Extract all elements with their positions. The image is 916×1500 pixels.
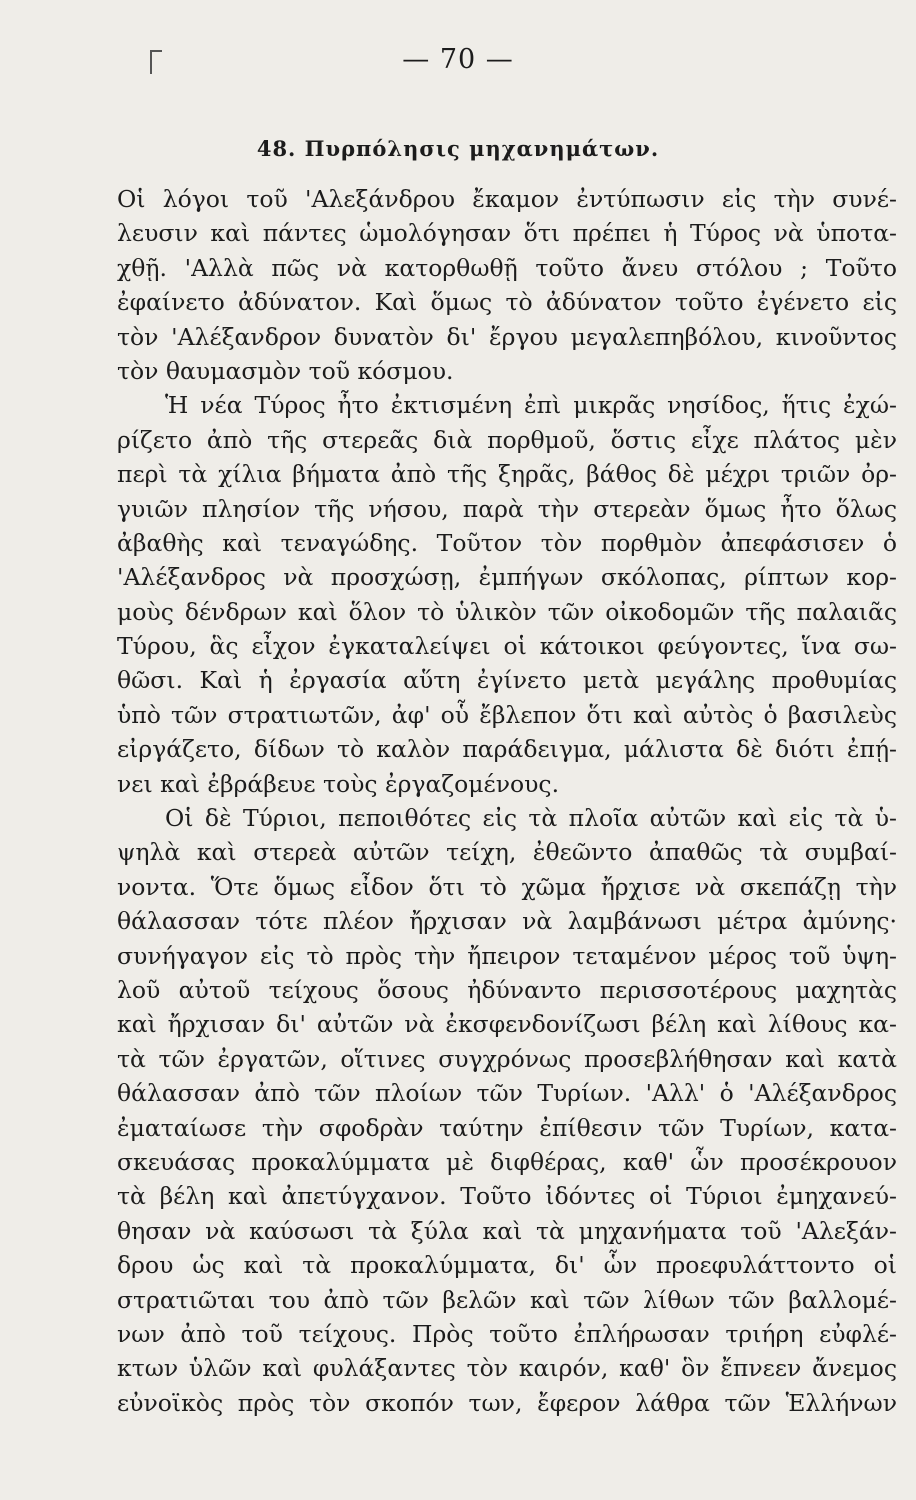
text-line: λευσιν καὶ πάντες ὡμολόγησαν ὅτι πρέπει ἡ Τύρος νὰ ὑποτα- — [117, 219, 897, 248]
text-line: Τύρου, ἃς εἶχον ἐγκαταλείψει οἱ κάτοικοι φεύγοντες, ἵνα σω- — [117, 632, 897, 661]
text-line: θησαν νὰ καύσωσι τὰ ξύλα καὶ τὰ μηχανήματα τοῦ 'Αλεξάν- — [117, 1216, 897, 1245]
text-line: γυιῶν πλησίον τῆς νήσου, παρὰ τὴν στερεὰν ὅμως ἦτο ὅλως — [117, 494, 897, 523]
text-line: συνήγαγον εἰς τὸ πρὸς τὴν ἤπειρον τεταμένον μέρος τοῦ ὑψη- — [117, 941, 897, 970]
text-line: εἰργάζετο, δίδων τὸ καλὸν παράδειγμα, μάλιστα δὲ διότι ἐπῄ- — [117, 735, 897, 764]
text-line: τὰ τῶν ἐργατῶν, οἵτινες συγχρόνως προσεβλήθησαν καὶ κατὰ — [117, 1044, 897, 1073]
text-line: ἐφαίνετο ἀδύνατον. Καὶ ὅμως τὸ ἀδύνατον τοῦτο ἐγένετο εἰς — [117, 288, 897, 317]
text-line: ἀβαθὴς καὶ τεναγώδης. Τοῦτον τὸν πορθμὸν ἀπεφάσισεν ὁ — [117, 528, 897, 557]
text-line: Οἱ δὲ Τύριοι, πεποιθότες εἰς τὰ πλοῖα αὐτῶν καὶ εἰς τὰ ὑ- — [165, 804, 897, 833]
page-number: — 70 — — [402, 44, 514, 75]
text-line: σκευάσας προκαλύμματα μὲ διφθέρας, καθ' ὧν προσέκρουον — [117, 1147, 897, 1176]
text-line: δρου ὡς καὶ τὰ προκαλύμματα, δι' ὧν προεφυλάττοντο οἱ — [117, 1251, 897, 1280]
text-line: ὑπὸ τῶν στρατιωτῶν, ἀφ' οὗ ἔβλεπον ὅτι καὶ αὐτὸς ὁ βασιλεὺς — [117, 700, 897, 729]
text-line: ρίζετο ἀπὸ τῆς στερεᾶς διὰ πορθμοῦ, ὅστις εἶχε πλάτος μὲν — [117, 425, 897, 454]
text-line: καὶ ἤρχισαν δι' αὐτῶν νὰ ἐκσφενδονίζωσι βέλη καὶ λίθους κα- — [117, 1010, 897, 1039]
text-line: τὸν 'Αλέξανδρον δυνατὸν δι' ἔργου μεγαλεπηβόλου, κινοῦντος — [117, 322, 897, 351]
text-line: ἐματαίωσε τὴν σφοδρὰν ταύτην ἐπίθεσιν τῶν Τυρίων, κατα- — [117, 1113, 897, 1142]
text-line: θάλασσαν τότε πλέον ἤρχισαν νὰ λαμβάνωσι μέτρα ἀμύνης· — [117, 907, 897, 936]
text-line: νει καὶ ἐβράβευε τοὺς ἐργαζομένους. — [117, 769, 560, 798]
text-line: 'Αλέξανδρος νὰ προσχώσῃ, ἐμπήγων σκόλοπας, ρίπτων κορ- — [117, 563, 897, 592]
text-line: μοὺς δένδρων καὶ ὅλον τὸ ὑλικὸν τῶν οἰκοδομῶν τῆς παλαιᾶς — [117, 597, 897, 626]
text-line: στρατιῶται του ἀπὸ τῶν βελῶν καὶ τῶν λίθων τῶν βαλλομέ- — [117, 1285, 897, 1314]
text-line: τὸν θαυμασμὸν τοῦ κόσμου. — [117, 356, 454, 385]
body-text — [117, 182, 897, 1420]
text-line: χθῇ. 'Αλλὰ πῶς νὰ κατορθωθῇ τοῦτο ἄνευ στόλου ; Τοῦτο — [117, 253, 897, 282]
text-line: εὐνοϊκὸς πρὸς τὸν σκοπόν των, ἔφερον λάθρα τῶν Ἑλλήνων — [117, 1388, 897, 1417]
text-line: Οἱ λόγοι τοῦ 'Αλεξάνδρου ἔκαμον ἐντύπωσιν εἰς τὴν συνέ- — [117, 185, 897, 213]
text-line: κτων ὑλῶν καὶ φυλάξαντες τὸν καιρόν, καθ' ὃν ἔπνεεν ἄνεμος — [117, 1354, 897, 1383]
text-line: Ἡ νέα Τύρος ἦτο ἐκτισμένη ἐπὶ μικρᾶς νησίδος, ἥτις ἐχώ- — [165, 391, 897, 420]
text-line: λοῦ αὐτοῦ τείχους ὅσους ἠδύναντο περισσοτέρους μαχητὰς — [117, 975, 897, 1004]
text-line: ψηλὰ καὶ στερεὰ αὐτῶν τείχη, ἐθεῶντο ἀπαθῶς τὰ συμβαί- — [117, 838, 897, 867]
text-line: θάλασσαν ἀπὸ τῶν πλοίων τῶν Τυρίων. 'Αλλ' ὁ 'Αλέξανδρος — [117, 1079, 897, 1108]
text-line: περὶ τὰ χίλια βήματα ἀπὸ τῆς ξηρᾶς, βάθος δὲ μέχρι τριῶν ὀρ- — [117, 460, 897, 489]
text-line: θῶσι. Καὶ ἡ ἐργασία αὕτη ἐγίνετο μετὰ μεγάλης προθυμίας — [117, 666, 897, 695]
text-line: νων ἀπὸ τοῦ τείχους. Πρὸς τοῦτο ἐπλήρωσαν τριήρη εὐφλέ- — [117, 1319, 897, 1348]
text-line: νοντα. Ὅτε ὅμως εἶδον ὅτι τὸ χῶμα ἤρχισε νὰ σκεπάζῃ τὴν — [117, 872, 897, 901]
text-line: τὰ βέλη καὶ ἀπετύγχανον. Τοῦτο ἰδόντες οἱ Τύριοι ἐμηχανεύ- — [117, 1182, 897, 1211]
section-heading: 48. Πυρπόλησις μηχανημάτων. — [256, 136, 660, 161]
